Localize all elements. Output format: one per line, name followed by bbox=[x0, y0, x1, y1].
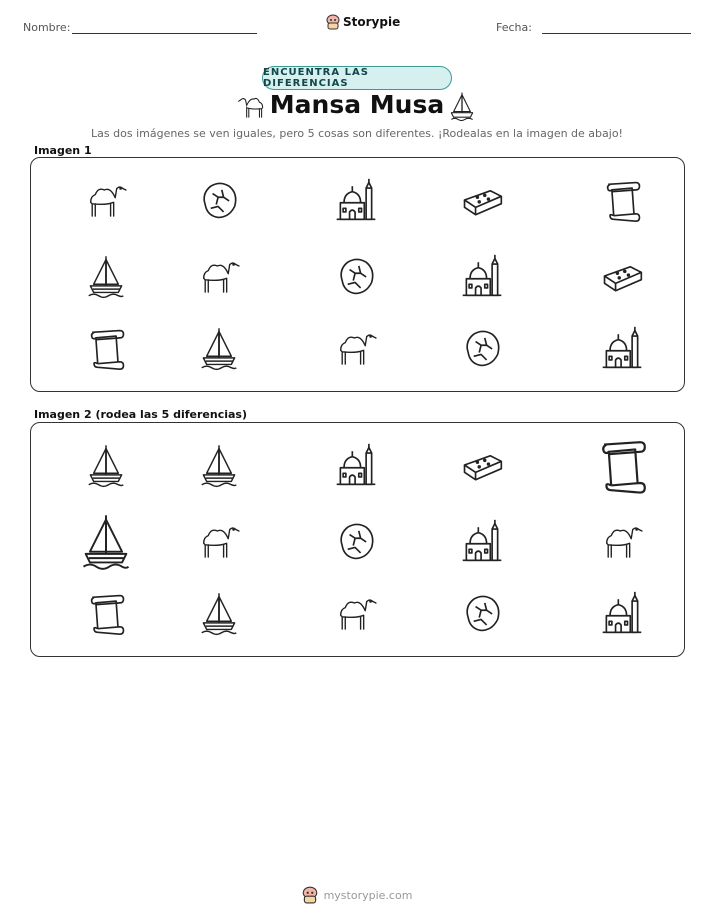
footer-mascot-icon bbox=[302, 886, 318, 904]
mosque-icon[interactable] bbox=[321, 435, 391, 495]
boat-icon[interactable] bbox=[184, 435, 254, 495]
image1-label: Imagen 1 bbox=[34, 144, 92, 157]
sponge-icon[interactable] bbox=[447, 435, 517, 495]
page-title: Mansa Musa bbox=[269, 90, 445, 119]
footer bbox=[0, 886, 714, 904]
camel-icon[interactable] bbox=[587, 511, 657, 571]
scroll-icon bbox=[587, 170, 657, 230]
camel-icon[interactable] bbox=[321, 583, 391, 643]
rock-icon[interactable] bbox=[321, 511, 391, 571]
mosque-icon[interactable] bbox=[447, 511, 517, 571]
boat-icon[interactable] bbox=[71, 435, 141, 495]
sponge-icon bbox=[447, 170, 517, 230]
image2-panel[interactable] bbox=[30, 422, 685, 657]
scroll-icon bbox=[71, 318, 141, 378]
image1-panel bbox=[30, 157, 685, 392]
footer-url[interactable]: mystorypie.com bbox=[323, 888, 413, 902]
rock-icon bbox=[321, 246, 391, 306]
camel-icon bbox=[321, 318, 391, 378]
rock-icon bbox=[447, 318, 517, 378]
rock-icon bbox=[184, 170, 254, 230]
title-boat-icon bbox=[448, 90, 476, 122]
logo-text: Storypie bbox=[343, 15, 401, 29]
name-line[interactable] bbox=[72, 33, 257, 34]
logo-mascot-icon bbox=[326, 14, 340, 30]
image2-label: Imagen 2 (rodea las 5 diferencias) bbox=[34, 408, 248, 421]
date-label: Fecha: bbox=[496, 21, 532, 34]
mosque-icon bbox=[587, 318, 657, 378]
scroll-icon[interactable] bbox=[587, 435, 657, 495]
mosque-icon bbox=[447, 246, 517, 306]
rock-icon[interactable] bbox=[447, 583, 517, 643]
instructions-text: Las dos imágenes se ven iguales, pero 5 cosas son diferentes. ¡Rodealas en la imagen de abajo! bbox=[91, 127, 623, 140]
activity-badge: ENCUENTRA LAS DIFERENCIAS bbox=[262, 66, 452, 90]
camel-icon[interactable] bbox=[184, 511, 254, 571]
boat-icon bbox=[71, 246, 141, 306]
storypie-logo bbox=[326, 14, 400, 30]
boat-icon[interactable] bbox=[184, 583, 254, 643]
boat-icon[interactable] bbox=[71, 511, 141, 571]
mosque-icon[interactable] bbox=[587, 583, 657, 643]
sponge-icon bbox=[587, 246, 657, 306]
scroll-icon[interactable] bbox=[71, 583, 141, 643]
camel-icon bbox=[184, 246, 254, 306]
date-line[interactable] bbox=[542, 33, 691, 34]
camel-icon bbox=[71, 170, 141, 230]
name-label: Nombre: bbox=[23, 21, 71, 34]
boat-icon bbox=[184, 318, 254, 378]
mosque-icon bbox=[321, 170, 391, 230]
